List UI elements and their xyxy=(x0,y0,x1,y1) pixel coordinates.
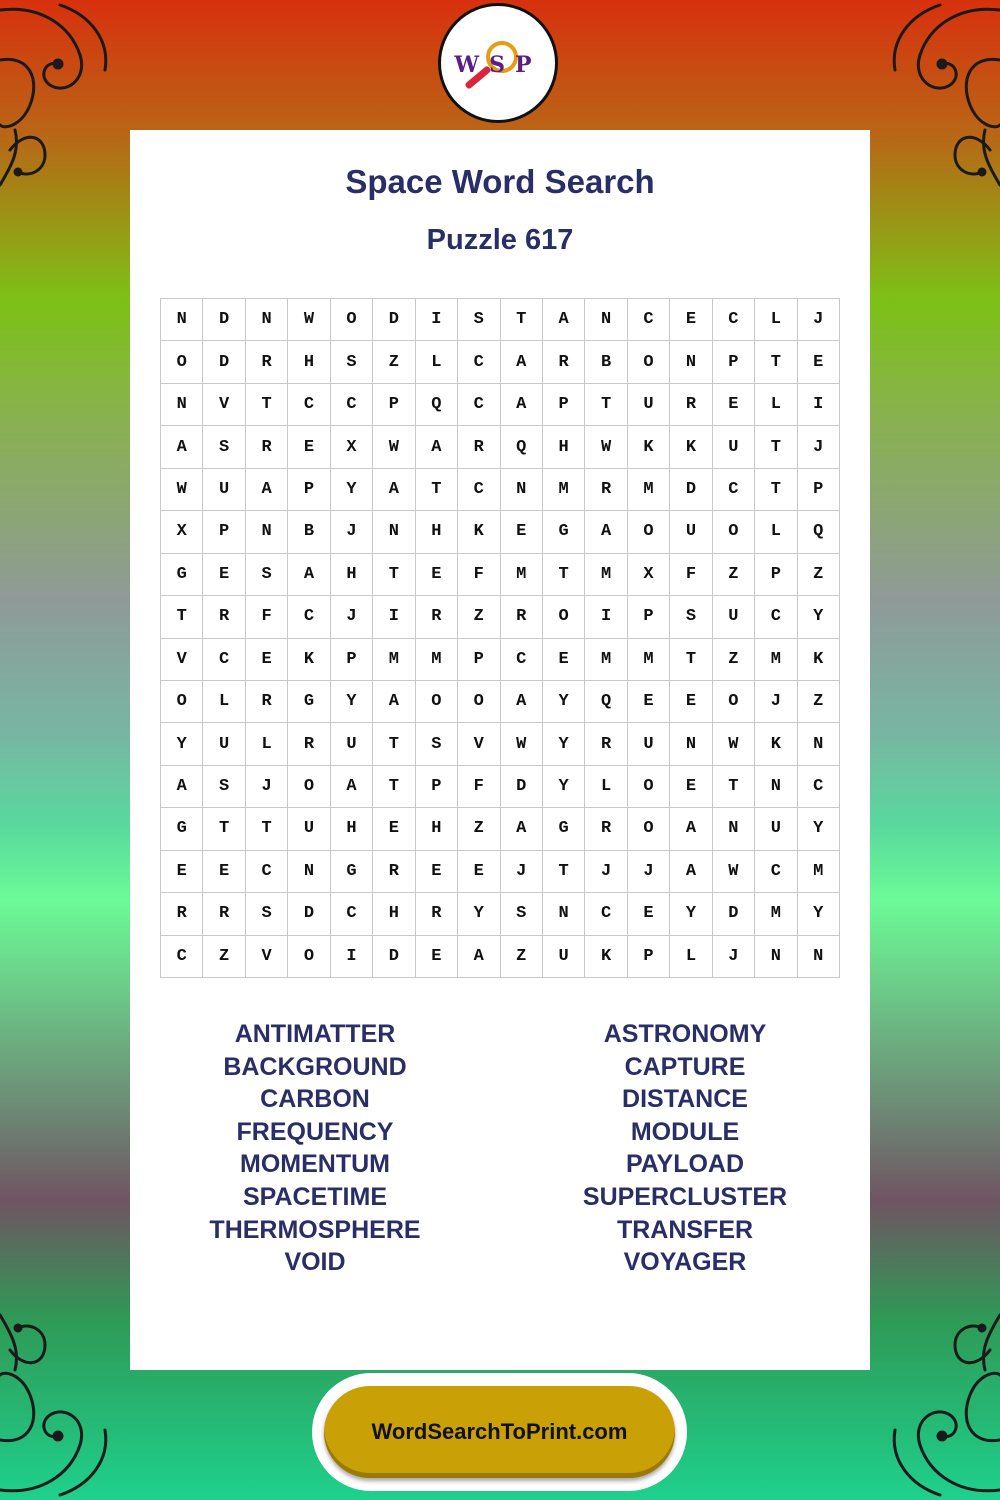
grid-cell[interactable]: I xyxy=(373,596,415,638)
grid-cell[interactable]: U xyxy=(331,723,373,765)
grid-cell[interactable]: Y xyxy=(161,723,203,765)
grid-cell[interactable]: I xyxy=(416,299,458,341)
grid-cell[interactable]: R xyxy=(670,384,712,426)
grid-cell[interactable]: Y xyxy=(798,596,840,638)
grid-cell[interactable]: C xyxy=(288,596,330,638)
grid-cell[interactable]: N xyxy=(501,469,543,511)
grid-cell[interactable]: K xyxy=(798,639,840,681)
grid-cell[interactable]: G xyxy=(331,851,373,893)
grid-cell[interactable]: U xyxy=(755,808,797,850)
grid-cell[interactable]: T xyxy=(543,554,585,596)
grid-cell[interactable]: T xyxy=(755,341,797,383)
grid-cell[interactable]: O xyxy=(416,681,458,723)
grid-cell[interactable]: C xyxy=(713,469,755,511)
grid-cell[interactable]: R xyxy=(585,723,627,765)
grid-cell[interactable]: A xyxy=(670,808,712,850)
grid-cell[interactable]: Y xyxy=(798,893,840,935)
grid-cell[interactable]: E xyxy=(288,426,330,468)
grid-cell[interactable]: E xyxy=(543,639,585,681)
grid-cell[interactable]: O xyxy=(713,511,755,553)
grid-cell[interactable]: E xyxy=(416,554,458,596)
grid-cell[interactable]: T xyxy=(203,808,245,850)
grid-cell[interactable]: C xyxy=(458,384,500,426)
word-list-left xyxy=(130,1018,500,1279)
grid-cell[interactable]: C xyxy=(755,851,797,893)
grid-cell[interactable]: E xyxy=(670,681,712,723)
grid-cell[interactable]: C xyxy=(628,299,670,341)
grid-cell[interactable]: P xyxy=(628,596,670,638)
grid-cell[interactable]: T xyxy=(670,639,712,681)
grid-cell[interactable]: C xyxy=(203,639,245,681)
grid-cell[interactable]: Z xyxy=(713,554,755,596)
grid-cell[interactable]: L xyxy=(203,681,245,723)
grid-cell[interactable]: R xyxy=(416,596,458,638)
grid-cell[interactable]: R xyxy=(416,893,458,935)
grid-cell[interactable]: D xyxy=(203,341,245,383)
grid-cell[interactable]: K xyxy=(288,639,330,681)
grid-cell[interactable]: E xyxy=(628,893,670,935)
grid-cell[interactable]: Y xyxy=(798,808,840,850)
grid-cell[interactable]: J xyxy=(755,681,797,723)
grid-cell[interactable]: L xyxy=(755,511,797,553)
grid-cell[interactable]: S xyxy=(331,341,373,383)
grid-cell[interactable]: P xyxy=(331,639,373,681)
grid-cell[interactable]: N xyxy=(798,936,840,978)
grid-cell[interactable]: I xyxy=(585,596,627,638)
grid-cell[interactable]: A xyxy=(161,766,203,808)
grid-cell[interactable]: R xyxy=(246,681,288,723)
grid-cell[interactable]: C xyxy=(713,299,755,341)
grid-cell[interactable]: W xyxy=(501,723,543,765)
grid-cell[interactable]: E xyxy=(670,766,712,808)
grid-cell[interactable]: L xyxy=(585,766,627,808)
grid-cell[interactable]: B xyxy=(288,511,330,553)
grid-cell[interactable]: R xyxy=(246,426,288,468)
grid-cell[interactable]: A xyxy=(543,299,585,341)
grid-cell[interactable]: H xyxy=(373,893,415,935)
grid-cell[interactable]: X xyxy=(628,554,670,596)
grid-cell[interactable]: W xyxy=(288,299,330,341)
grid-cell[interactable]: R xyxy=(203,893,245,935)
grid-cell[interactable]: C xyxy=(585,893,627,935)
grid-cell[interactable]: J xyxy=(501,851,543,893)
grid-cell[interactable]: A xyxy=(416,426,458,468)
word-item: VOID xyxy=(284,1248,346,1277)
grid-cell[interactable]: M xyxy=(585,639,627,681)
grid-cell[interactable]: P xyxy=(203,511,245,553)
grid-cell[interactable]: Z xyxy=(458,596,500,638)
grid-cell[interactable]: R xyxy=(458,426,500,468)
grid-cell[interactable]: N xyxy=(373,511,415,553)
grid-cell[interactable]: O xyxy=(161,681,203,723)
grid-cell[interactable]: A xyxy=(373,469,415,511)
grid-cell[interactable]: F xyxy=(458,554,500,596)
grid-cell[interactable]: A xyxy=(161,426,203,468)
grid-cell[interactable]: J xyxy=(331,596,373,638)
grid-cell[interactable]: S xyxy=(501,893,543,935)
grid-cell[interactable]: K xyxy=(755,723,797,765)
grid-cell[interactable]: D xyxy=(373,936,415,978)
grid-cell[interactable]: C xyxy=(458,341,500,383)
grid-cell[interactable]: C xyxy=(161,936,203,978)
grid-cell[interactable]: N xyxy=(670,341,712,383)
grid-cell[interactable]: Q xyxy=(501,426,543,468)
grid-cell[interactable]: V xyxy=(246,936,288,978)
grid-cell[interactable]: Z xyxy=(203,936,245,978)
grid-cell[interactable]: E xyxy=(203,851,245,893)
grid-cell[interactable]: T xyxy=(373,723,415,765)
grid-cell[interactable]: M xyxy=(628,469,670,511)
grid-cell[interactable]: A xyxy=(501,808,543,850)
grid-cell[interactable]: E xyxy=(416,851,458,893)
grid-cell[interactable]: A xyxy=(373,681,415,723)
word-item: MODULE xyxy=(630,1117,740,1146)
logo-letter-s: S xyxy=(489,52,516,78)
word-list-right xyxy=(500,1018,870,1279)
grid-cell[interactable]: N xyxy=(585,299,627,341)
grid-cell[interactable]: S xyxy=(416,723,458,765)
grid-cell[interactable]: O xyxy=(628,341,670,383)
grid-cell[interactable]: Y xyxy=(670,893,712,935)
grid-cell[interactable]: B xyxy=(585,341,627,383)
grid-cell[interactable]: V xyxy=(203,384,245,426)
grid-cell[interactable]: K xyxy=(628,426,670,468)
grid-cell[interactable]: L xyxy=(670,936,712,978)
grid-cell[interactable]: D xyxy=(288,893,330,935)
grid-cell[interactable]: L xyxy=(755,384,797,426)
grid-cell[interactable]: E xyxy=(670,299,712,341)
grid-cell[interactable]: E xyxy=(416,936,458,978)
grid-cell[interactable]: W xyxy=(373,426,415,468)
grid-cell[interactable]: R xyxy=(246,341,288,383)
grid-cell[interactable]: H xyxy=(416,808,458,850)
grid-cell[interactable]: U xyxy=(713,426,755,468)
grid-cell[interactable]: Z xyxy=(501,936,543,978)
grid-cell[interactable]: J xyxy=(798,426,840,468)
grid-cell[interactable]: N xyxy=(798,723,840,765)
grid-cell[interactable]: M xyxy=(585,554,627,596)
grid-cell[interactable]: G xyxy=(543,808,585,850)
grid-cell[interactable]: R xyxy=(203,596,245,638)
grid-cell[interactable]: Y xyxy=(458,893,500,935)
word-item: CAPTURE xyxy=(624,1052,746,1081)
grid-cell[interactable]: U xyxy=(203,469,245,511)
puzzle-panel xyxy=(130,130,870,1370)
site-link-frame xyxy=(312,1373,687,1491)
grid-cell[interactable]: W xyxy=(713,851,755,893)
grid-cell[interactable]: T xyxy=(755,426,797,468)
word-item: SUPERCLUSTER xyxy=(582,1182,788,1211)
grid-cell[interactable]: E xyxy=(161,851,203,893)
grid-cell[interactable]: K xyxy=(458,511,500,553)
grid-cell[interactable]: E xyxy=(628,681,670,723)
grid-cell[interactable]: S xyxy=(458,299,500,341)
grid-cell[interactable]: E xyxy=(373,808,415,850)
grid-cell[interactable]: H xyxy=(416,511,458,553)
grid-cell[interactable]: Y xyxy=(331,681,373,723)
grid-cell[interactable]: C xyxy=(458,469,500,511)
grid-cell[interactable]: I xyxy=(798,384,840,426)
grid-cell[interactable]: V xyxy=(458,723,500,765)
grid-cell[interactable]: D xyxy=(670,469,712,511)
grid-cell[interactable]: G xyxy=(161,554,203,596)
grid-cell[interactable]: U xyxy=(288,808,330,850)
grid-cell[interactable]: N xyxy=(713,808,755,850)
grid-cell[interactable]: E xyxy=(203,554,245,596)
grid-cell[interactable]: N xyxy=(670,723,712,765)
grid-cell[interactable]: T xyxy=(543,851,585,893)
grid-cell[interactable]: O xyxy=(288,936,330,978)
word-item: ANTIMATTER xyxy=(234,1020,396,1048)
grid-cell[interactable]: N xyxy=(543,893,585,935)
grid-cell[interactable]: K xyxy=(585,936,627,978)
word-item: PAYLOAD xyxy=(625,1150,745,1179)
grid-cell[interactable]: S xyxy=(203,426,245,468)
grid-cell[interactable]: T xyxy=(501,299,543,341)
grid-cell[interactable]: T xyxy=(713,766,755,808)
grid-cell[interactable]: I xyxy=(331,936,373,978)
grid-cell[interactable]: P xyxy=(628,936,670,978)
grid-cell[interactable]: T xyxy=(585,384,627,426)
grid-cell[interactable]: R xyxy=(501,596,543,638)
grid-cell[interactable]: N xyxy=(288,851,330,893)
grid-cell[interactable]: P xyxy=(416,766,458,808)
grid-cell[interactable]: O xyxy=(543,596,585,638)
grid-cell[interactable]: A xyxy=(288,554,330,596)
grid-cell[interactable]: N xyxy=(246,511,288,553)
grid-cell[interactable]: P xyxy=(755,554,797,596)
grid-cell[interactable]: Y xyxy=(543,723,585,765)
grid-cell[interactable]: O xyxy=(331,299,373,341)
grid-cell[interactable]: H xyxy=(331,554,373,596)
logo-letters xyxy=(441,52,555,78)
grid-cell[interactable]: R xyxy=(161,893,203,935)
grid-cell[interactable]: R xyxy=(585,469,627,511)
grid-cell[interactable]: N xyxy=(246,299,288,341)
grid-cell[interactable]: C xyxy=(331,893,373,935)
grid-cell[interactable]: Z xyxy=(458,808,500,850)
grid-cell[interactable]: P xyxy=(798,469,840,511)
grid-cell[interactable]: G xyxy=(543,511,585,553)
grid-cell[interactable]: A xyxy=(458,936,500,978)
word-item: FREQUENCY xyxy=(236,1117,394,1146)
grid-cell[interactable]: Q xyxy=(585,681,627,723)
grid-cell[interactable]: N xyxy=(161,384,203,426)
grid-cell[interactable]: L xyxy=(416,341,458,383)
grid-cell[interactable]: T xyxy=(246,808,288,850)
wsp-logo xyxy=(438,3,558,123)
grid-cell[interactable]: R xyxy=(585,808,627,850)
grid-cell[interactable]: J xyxy=(628,851,670,893)
word-item: THERMOSPHERE xyxy=(209,1215,421,1244)
grid-cell[interactable]: R xyxy=(288,723,330,765)
grid-cell[interactable]: O xyxy=(458,681,500,723)
grid-cell[interactable]: T xyxy=(755,469,797,511)
grid-cell[interactable]: U xyxy=(203,723,245,765)
grid-cell[interactable]: M xyxy=(543,469,585,511)
grid-cell[interactable]: M xyxy=(798,851,840,893)
grid-cell[interactable]: P xyxy=(713,341,755,383)
grid-cell[interactable]: T xyxy=(373,766,415,808)
grid-cell[interactable]: P xyxy=(543,384,585,426)
grid-cell[interactable]: L xyxy=(755,299,797,341)
grid-cell[interactable]: Y xyxy=(543,766,585,808)
grid-cell[interactable]: Z xyxy=(798,681,840,723)
grid-cell[interactable]: D xyxy=(713,893,755,935)
grid-cell[interactable]: T xyxy=(161,596,203,638)
grid-cell[interactable]: G xyxy=(288,681,330,723)
grid-cell[interactable]: D xyxy=(203,299,245,341)
grid-cell[interactable]: Z xyxy=(373,341,415,383)
grid-cell[interactable]: M xyxy=(628,639,670,681)
grid-cell[interactable]: X xyxy=(331,426,373,468)
grid-cell[interactable]: U xyxy=(670,511,712,553)
word-item: ASTRONOMY xyxy=(603,1020,767,1048)
grid-cell[interactable]: C xyxy=(798,766,840,808)
grid-cell[interactable]: H xyxy=(331,808,373,850)
grid-cell[interactable]: C xyxy=(755,596,797,638)
grid-cell[interactable]: A xyxy=(501,341,543,383)
word-item: TRANSFER xyxy=(616,1215,754,1244)
grid-cell[interactable]: C xyxy=(246,851,288,893)
grid-cell[interactable]: L xyxy=(246,723,288,765)
grid-cell[interactable]: P xyxy=(288,469,330,511)
grid-cell[interactable]: Y xyxy=(331,469,373,511)
grid-cell[interactable]: J xyxy=(331,511,373,553)
grid-cell[interactable]: C xyxy=(288,384,330,426)
grid-cell[interactable]: F xyxy=(246,596,288,638)
grid-cell[interactable]: O xyxy=(161,341,203,383)
grid-cell[interactable]: T xyxy=(246,384,288,426)
grid-cell[interactable]: J xyxy=(246,766,288,808)
grid-cell[interactable]: E xyxy=(501,511,543,553)
grid-cell[interactable]: O xyxy=(713,681,755,723)
puzzle-number: Puzzle 617 xyxy=(426,224,574,256)
grid-cell[interactable]: P xyxy=(458,639,500,681)
site-link-button[interactable]: WordSearchToPrint.com xyxy=(324,1386,675,1478)
grid-cell[interactable]: M xyxy=(755,893,797,935)
grid-cell[interactable]: T xyxy=(416,469,458,511)
grid-cell[interactable]: E xyxy=(713,384,755,426)
grid-cell[interactable]: M xyxy=(755,639,797,681)
grid-cell[interactable]: V xyxy=(161,639,203,681)
letter-grid xyxy=(160,298,840,978)
grid-cell[interactable]: F xyxy=(458,766,500,808)
grid-cell[interactable]: C xyxy=(331,384,373,426)
grid-cell[interactable]: M xyxy=(373,639,415,681)
grid-cell[interactable]: W xyxy=(161,469,203,511)
grid-cell[interactable]: Y xyxy=(543,681,585,723)
grid-cell[interactable]: S xyxy=(670,596,712,638)
grid-cell[interactable]: T xyxy=(373,554,415,596)
grid-cell[interactable]: C xyxy=(501,639,543,681)
grid-cell[interactable]: S xyxy=(246,893,288,935)
grid-cell[interactable]: A xyxy=(585,511,627,553)
grid-cell[interactable]: Z xyxy=(713,639,755,681)
grid-cell[interactable]: H xyxy=(288,341,330,383)
grid-cell[interactable]: R xyxy=(543,341,585,383)
word-item: VOYAGER xyxy=(623,1248,747,1277)
grid-cell[interactable]: E xyxy=(246,639,288,681)
grid-cell[interactable]: N xyxy=(161,299,203,341)
word-item: DISTANCE xyxy=(622,1085,748,1114)
grid-cell[interactable]: A xyxy=(331,766,373,808)
grid-cell[interactable]: J xyxy=(713,936,755,978)
grid-cell[interactable]: E xyxy=(798,341,840,383)
grid-cell[interactable]: M xyxy=(416,639,458,681)
grid-cell[interactable]: P xyxy=(373,384,415,426)
grid-cell[interactable]: U xyxy=(628,384,670,426)
grid-cell[interactable]: A xyxy=(670,851,712,893)
grid-cell[interactable]: N xyxy=(755,766,797,808)
grid-cell[interactable]: W xyxy=(585,426,627,468)
grid-cell[interactable]: D xyxy=(501,766,543,808)
grid-cell[interactable]: F xyxy=(670,554,712,596)
grid-cell[interactable]: S xyxy=(246,554,288,596)
grid-cell[interactable]: Q xyxy=(416,384,458,426)
grid-cell[interactable]: O xyxy=(628,766,670,808)
word-item: CARBON xyxy=(260,1085,370,1114)
grid-cell[interactable]: A xyxy=(501,681,543,723)
grid-cell[interactable]: Z xyxy=(798,554,840,596)
word-item: BACKGROUND xyxy=(223,1052,407,1081)
grid-cell[interactable]: G xyxy=(161,808,203,850)
grid-cell[interactable]: U xyxy=(543,936,585,978)
grid-cell[interactable]: Q xyxy=(798,511,840,553)
word-item: SPACETIME xyxy=(243,1182,387,1211)
grid-cell[interactable]: X xyxy=(161,511,203,553)
grid-cell[interactable]: U xyxy=(628,723,670,765)
grid-cell[interactable]: N xyxy=(755,936,797,978)
grid-cell[interactable]: D xyxy=(373,299,415,341)
grid-cell[interactable]: J xyxy=(798,299,840,341)
grid-cell[interactable]: J xyxy=(585,851,627,893)
grid-cell[interactable]: W xyxy=(713,723,755,765)
logo-letter-w: W xyxy=(454,52,490,78)
grid-cell[interactable]: A xyxy=(246,469,288,511)
grid-cell[interactable]: U xyxy=(713,596,755,638)
grid-cell[interactable]: O xyxy=(288,766,330,808)
grid-cell[interactable]: R xyxy=(373,851,415,893)
grid-cell[interactable]: E xyxy=(458,851,500,893)
grid-cell[interactable]: S xyxy=(203,766,245,808)
grid-cell[interactable]: H xyxy=(543,426,585,468)
grid-cell[interactable]: A xyxy=(501,384,543,426)
grid-cell[interactable]: K xyxy=(670,426,712,468)
page-title: Space Word Search xyxy=(345,163,655,200)
grid-cell[interactable]: O xyxy=(628,808,670,850)
logo-letter-p: P xyxy=(515,52,542,78)
grid-cell[interactable]: O xyxy=(628,511,670,553)
grid-cell[interactable]: M xyxy=(501,554,543,596)
word-item: MOMENTUM xyxy=(240,1150,390,1179)
